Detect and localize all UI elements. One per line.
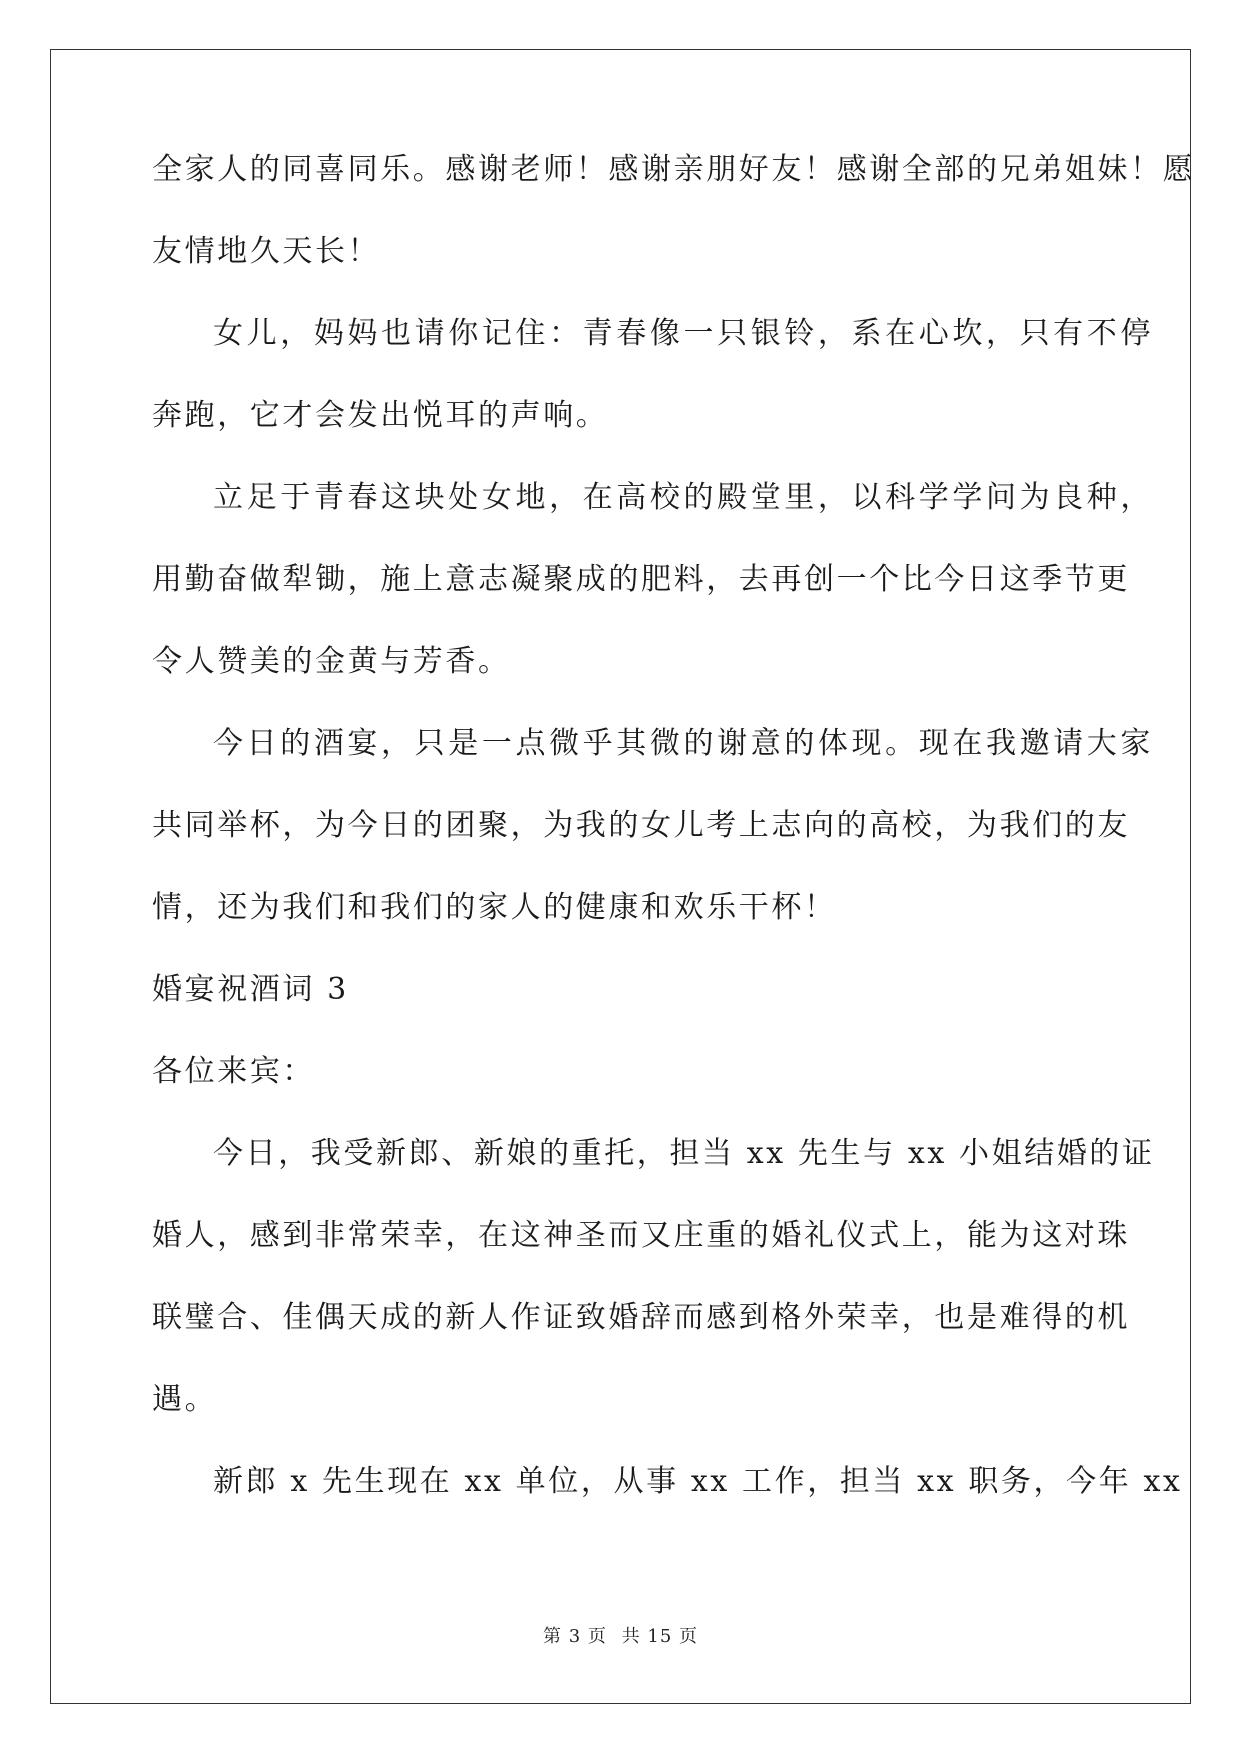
text-line: 联璧合、佳偶天成的新人作证致婚辞而感到格外荣幸，也是难得的机 [152,1300,1130,1335]
text-line: 遇。 [152,1382,218,1417]
text-line: 全家人的同喜同乐。感谢老师！感谢亲朋好友！感谢全部的兄弟姐妹！愿 [152,152,1196,187]
page-footer [0,1622,1241,1648]
page-border [50,49,1196,1704]
section-heading: 婚宴祝酒词 3 [152,972,349,1007]
page-number: 第 3 页 [543,1626,607,1647]
paragraph-first-line: 女儿，妈妈也请你记住：青春像一只银铃，系在心坎，只有不停 [213,316,1153,351]
text-line: 奔跑，它才会发出悦耳的声响。 [152,398,609,433]
paragraph-first-line: 新郎 x 先生现在 xx 单位，从事 xx 工作，担当 xx 职务，今年 xx [213,1464,1183,1499]
paragraph-first-line: 今日，我受新郎、新娘的重托，担当 xx 先生与 xx 小姐结婚的证 [213,1136,1155,1171]
text-line: 共同举杯，为今日的团聚，为我的女儿考上志向的高校，为我们的友 [152,808,1130,843]
salutation: 各位来宾： [152,1054,315,1089]
page-total: 共 15 页 [621,1626,698,1647]
text-line: 令人赞美的金黄与芳香。 [152,644,511,679]
paragraph-first-line: 今日的酒宴，只是一点微乎其微的谢意的体现。现在我邀请大家 [213,726,1153,761]
paragraph-first-line: 立足于青春这块处女地，在高校的殿堂里，以科学学问为良种， [213,480,1153,515]
text-line: 用勤奋做犁锄，施上意志凝聚成的肥料，去再创一个比今日这季节更 [152,562,1130,597]
text-line: 婚人，感到非常荣幸，在这神圣而又庄重的婚礼仪式上，能为这对珠 [152,1218,1130,1253]
text-line: 情，还为我们和我们的家人的健康和欢乐干杯！ [152,890,837,925]
text-line: 友情地久天长！ [152,234,381,269]
